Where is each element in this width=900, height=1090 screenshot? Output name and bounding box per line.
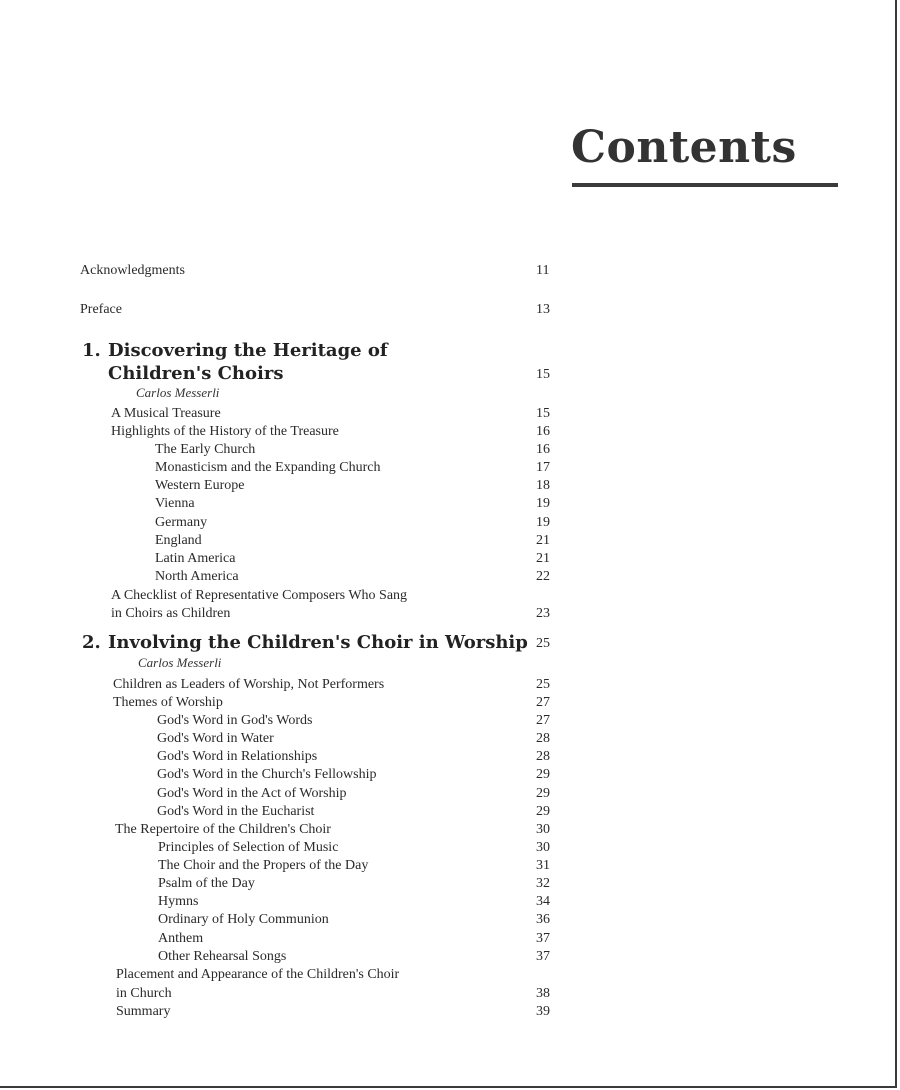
toc-page-number: 11 [536, 263, 550, 278]
toc-page-number: 16 [536, 442, 550, 457]
toc-subentry[interactable]: God's Word in the Act of Worship [157, 786, 347, 801]
toc-subentry[interactable]: Vienna [155, 496, 195, 511]
chapter-author: Carlos Messerli [136, 385, 220, 400]
toc-subentry[interactable]: The Choir and the Propers of the Day [158, 858, 369, 873]
toc-subentry[interactable]: God's Word in Water [157, 731, 274, 746]
toc-subentry[interactable]: God's Word in the Eucharist [157, 804, 315, 819]
toc-page-number: 25 [536, 636, 550, 651]
toc-page-number: 19 [536, 515, 550, 530]
toc-page-number: 29 [536, 786, 550, 801]
toc-entry[interactable]: Themes of Worship [113, 695, 223, 710]
toc-page-number: 38 [536, 986, 550, 1001]
toc-subentry[interactable]: Ordinary of Holy Communion [158, 912, 329, 927]
toc-page-number: 27 [536, 695, 550, 710]
toc-page-number: 30 [536, 840, 550, 855]
toc-page-number: 29 [536, 804, 550, 819]
toc-page-number: 15 [536, 406, 550, 421]
toc-subentry[interactable]: Monasticism and the Expanding Church [155, 460, 381, 475]
toc-subentry[interactable]: Principles of Selection of Music [158, 840, 339, 855]
toc-entry[interactable]: Children as Leaders of Worship, Not Performers [113, 677, 385, 692]
toc-entry[interactable]: A Musical Treasure [111, 406, 221, 421]
toc-page-number: 27 [536, 713, 550, 728]
toc-subentry[interactable]: Western Europe [155, 478, 245, 493]
toc-subentry[interactable]: England [155, 533, 202, 548]
toc-page-number: 21 [536, 533, 550, 548]
toc-subentry[interactable]: Latin America [155, 551, 236, 566]
toc-page-number: 39 [536, 1004, 550, 1019]
toc-page-number: 37 [536, 949, 550, 964]
chapter-title-line: Involving the Children's Choir in Worship [108, 632, 528, 653]
toc-page-number: 17 [536, 460, 550, 475]
toc-entry[interactable]: in Choirs as Children [111, 606, 231, 621]
toc-page-number: 30 [536, 822, 550, 837]
toc-page-number: 28 [536, 749, 550, 764]
toc-page-number: 15 [536, 367, 550, 382]
chapter-title-line: Children's Choirs [108, 363, 284, 384]
toc-entry-preface[interactable] [80, 301, 122, 319]
toc-page-number: 23 [536, 606, 550, 621]
chapter-title-line: Discovering the Heritage of [108, 340, 388, 361]
toc-page-number: 16 [536, 424, 550, 439]
toc-subentry[interactable]: Other Rehearsal Songs [158, 949, 287, 964]
toc-subentry[interactable]: God's Word in Relationships [157, 749, 318, 764]
toc-page-number: 36 [536, 912, 550, 927]
toc-page-number: 13 [536, 302, 550, 317]
toc-subentry[interactable]: Hymns [158, 894, 199, 909]
chapter-author: Carlos Messerli [138, 655, 222, 670]
toc-page-number: 28 [536, 731, 550, 746]
toc-entry-acknowledgments[interactable] [80, 262, 185, 280]
chapter-number: 1. [82, 340, 101, 361]
page-title: Contents [571, 122, 797, 173]
toc-subentry[interactable]: North America [155, 569, 239, 584]
toc-page-number: 29 [536, 767, 550, 782]
toc-page-number: 32 [536, 876, 550, 891]
toc-page-number: 37 [536, 931, 550, 946]
toc-entry-label: Acknowledgments [80, 263, 185, 278]
toc-page-number: 31 [536, 858, 550, 873]
toc-subentry[interactable]: Germany [155, 515, 208, 530]
toc-page-number: 22 [536, 569, 550, 584]
toc-page-number: 25 [536, 677, 550, 692]
toc-subentry[interactable]: God's Word in the Church's Fellowship [157, 767, 377, 782]
toc-page-number: 18 [536, 478, 550, 493]
toc-subentry[interactable]: God's Word in God's Words [157, 713, 313, 728]
toc-entry[interactable]: Summary [116, 1004, 171, 1019]
toc-page-number: 34 [536, 894, 550, 909]
toc-subentry[interactable]: The Early Church [155, 442, 256, 457]
toc-entry[interactable]: A Checklist of Representative Composers Who Sang [111, 588, 408, 603]
toc-entry-label: Preface [80, 302, 122, 317]
toc-entry[interactable]: Placement and Appearance of the Children's Choir [116, 967, 400, 982]
toc-page-number: 19 [536, 496, 550, 511]
chapter-number: 2. [82, 632, 101, 653]
toc-entry[interactable]: in Church [116, 986, 172, 1001]
toc-entry[interactable]: The Repertoire of the Children's Choir [115, 822, 331, 837]
toc-page-number: 21 [536, 551, 550, 566]
toc-entry[interactable]: Highlights of the History of the Treasure [111, 424, 339, 439]
toc-subentry[interactable]: Psalm of the Day [158, 876, 255, 891]
toc-subentry[interactable]: Anthem [158, 931, 204, 946]
